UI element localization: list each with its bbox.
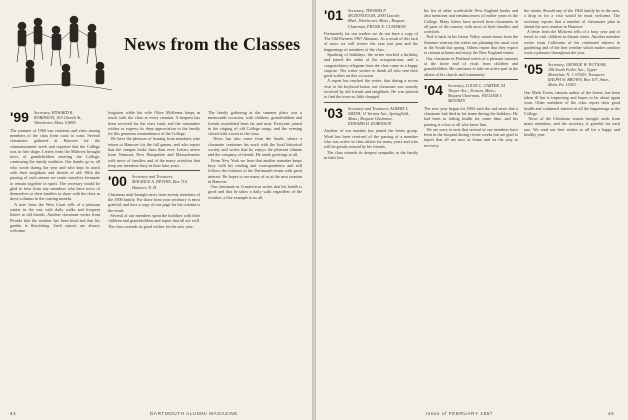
class-header-00 — [108, 174, 200, 190]
section-heading: News from the Classes — [124, 34, 301, 54]
class-year: '99 — [10, 110, 29, 125]
left-page — [0, 0, 312, 420]
issue-date-footer: Issue of FEBRUARY 1967 — [426, 411, 493, 416]
magazine-title-footer: DARTMOUTH ALUMNI MAGAZINE — [150, 411, 238, 416]
class-year: '01 — [324, 8, 343, 23]
section-divider — [424, 79, 518, 80]
right-page — [316, 0, 628, 420]
class-year: '00 — [108, 174, 127, 190]
page-number-right: 45 — [608, 411, 615, 416]
column-3: The family gathering at the summer place was a memorable occasion, with children, grandchildren and friends assembled from far and near. Everyone joined in the singing of old College songs, and the evening closed with a toast to the class. News has also come from the South, where a classmate continues his work with the local historical society and writes that he enjoys the pleasant climate and the company of friends. He sends greetings to all. From New York we hear that another member keeps busy with his reading and correspondence and still follows the fortunes of the Dartmouth teams with great interest. He hopes to see many of us at the next reunion in Hanover. Our classmate in Connecticut writes that his health is good and that he takes a daily walk regardless of the weather, a fine example to us all. — [208, 110, 302, 200]
section-divider — [108, 170, 200, 171]
class-header-04 — [424, 83, 518, 104]
section-divider — [524, 58, 620, 59]
column-6: the winter. Should any of the 1904 family be in the area, a drop in for a visit would be most welcome. The secretary reports that a number of classmates plan to attend the next reunion in Hanover. A letter from the Midwest tells of a busy year and of travel to visit children in distant states. Another member writes from California of his continued interest in gardening and of the fine weather which makes outdoor work a pleasure throughout the year. '05 Secretary, GEORGE W. PUTNAM, 158 South Fuller Ave., Upper Montclair, N. J. 07043; Treasurer, RALPH W. BROWN, Box 107, Ames Main, Pa. 15501 Our Mark Twain, famous author of the letters, has been taken ill but is improving and hopes to be about again soon. Other members of the class report their good health and continued interest in all the happenings at the College. News of the Christmas season brought cards from many members, and the secretary is grateful for each one. We send our best wishes to all for a happy and healthy year. — [524, 8, 620, 138]
class-header-99 — [10, 110, 100, 126]
column-1: '99 Secretary, EDWARD K. ROBINSON, 363 Church St., Winchester, Mass. 01890 The summer of 1966 saw reunions and visits among members of the class from coast to coast. Several classmates gathered at Hanover for the commencement week and reported that the College was in fine shape. Letters from the Midwest brought news of grandchildren entering the College, continuing the family tradition. Our thanks go to all who wrote during the year and who kept in touch with their neighbors and friends of old. With the passing of each season we count ourselves fortunate to remain together in spirit. The secretary would be glad to hear from any members who have news of themselves or their families to share with the class in these columns in the coming months. A note from the West Coast tells of a pleasant winter in the sun, with daily walks and frequent letters to old friends. Another classmate writes from Florida that the weather has been kind and that his garden is flourishing. Such reports are always welcome. — [10, 110, 100, 234]
column-5: his list of other worthwhile New England books and also mentions and reminiscences of earlier years in the College. Many letters have arrived from classmates in all parts of the country with news of their families and activities. Ned is back in his Green Valley winter home from the Summer whereas the writes are planning the usual visit to the South this spring. Others report that they expect to remain at home and enjoy the New England winter. Our classmate in Portland writes of a pleasant summer at the shore and of visits from children and grandchildren. He continues to take an active part in the affairs of his church and community. '04 Secretary, LOUIS C. CARTER, 54 Thayer Ave., Newton, Mass.; Bequest Chairman, WILLIAM J. MOONEY The new year began for 1904 with the sad news that a classmate had died in his home during the holidays. He had been in failing health for some time, and his passing is a loss to all who knew him. We are sorry to note that several of our members have been in the hospital during recent weeks but are glad to report that all are now at home and on the way to recovery. — [424, 8, 518, 148]
class-year: '04 — [424, 82, 443, 98]
class-year: '05 — [524, 61, 543, 77]
class-header-05 — [524, 62, 620, 88]
column-4: '01 Secretary, THOMAS F. MCDONOUGH, 2000 Lincoln Blvd., Winchester, Mass.; Bequest Chairman, FRANK E. CUSHMAN Fortunately for our readers we do not have a copy of The Old Farmers 1967 Almanac. As a result of this lack of news we will review the year just past and the happenings of members of the class. Speaking of birthdays, the writer reached a birthday and joined the ranks of the octogenarians, and a congratulatory telegram from the class came as a happy surprise. The writer wishes to thank all who sent their good wishes on this occasion. A report has reached the writer, that during a recent visit to his boyhood home, our classmate was warmly received by old friends and neighbors. He was pleased to find the town so little changed. '03 Secretary and Treasurer, ALBERT L. SMITH, 11 Vernon Ave., Springfield, Mass.; Bequest Chairman, EDWARD H. ROBINSON Another of our number has joined the better group. Word has been received of the passing of a member who was active in class affairs for many years and who will be greatly missed by his friends. The class extends its deepest sympathy to the family in their loss. — [324, 8, 418, 160]
class-reunion-illustration — [8, 4, 116, 98]
class-secretary: Secretary and Treasurer, MAURICE A. DEVINE, Box 714, Hanover, N. H. — [131, 174, 188, 190]
column-2: forgotten while his wife Olive McKenna keeps in touch with the class at every reunion. A bequest has been received for the class fund, and the committee wishes to express its deep appreciation to the family for this generous remembrance of the College. We have the pleasure of hearing from members who return to Hanover for the fall games, and who report that the campus looks finer than ever. Letters arrive from Vermont, New Hampshire and Massachusetts with news of families and of the many activities that keep our members busy in their later years. '00 Secretary and Treasurer, MAURICE A. DEVINE, Box 714, Hanover, N. H. Christmas mail brought news from twenty members of the 1900 family. For those from your secretary is most grateful, and here a copy of one page for his column is the result. Several of our members spent the holidays with their children and grandchildren and report that all are well. The class extends its good wishes for the new year. — [108, 110, 200, 229]
class-secretary: Secretary, EDWARD K. ROBINSON, 363 Church St., Winchester, Mass. 01890 — [33, 110, 83, 126]
class-header-03 — [324, 106, 418, 127]
class-year: '03 — [324, 105, 343, 121]
class-header-01 — [324, 8, 418, 29]
class-secretary: Secretary, THOMAS F. MCDONOUGH, 2000 Lincoln Blvd., Winchester, Mass.; Bequest Chairman, FRANK E. CUSHMAN — [347, 8, 406, 29]
section-divider — [324, 102, 418, 103]
class-secretary: Secretary, GEORGE W. PUTNAM, 158 South Fuller Ave., Upper Montclair, N. J. 07043; Treasurer, RALPH W. BROWN, Box 107, Ames Main, Pa. 15501 — [547, 61, 609, 88]
class-secretary: Secretary, LOUIS C. CARTER, 54 Thayer Ave., Newton, Mass.; Bequest Chairman, WILLIAM J. MOONEY — [447, 82, 506, 104]
class-secretary: Secretary and Treasurer, ALBERT L. SMITH, 11 Vernon Ave., Springfield, Mass.; Bequest Chairman, EDWARD H. ROBINSON — [347, 105, 410, 127]
page-number-left: 44 — [10, 411, 17, 416]
